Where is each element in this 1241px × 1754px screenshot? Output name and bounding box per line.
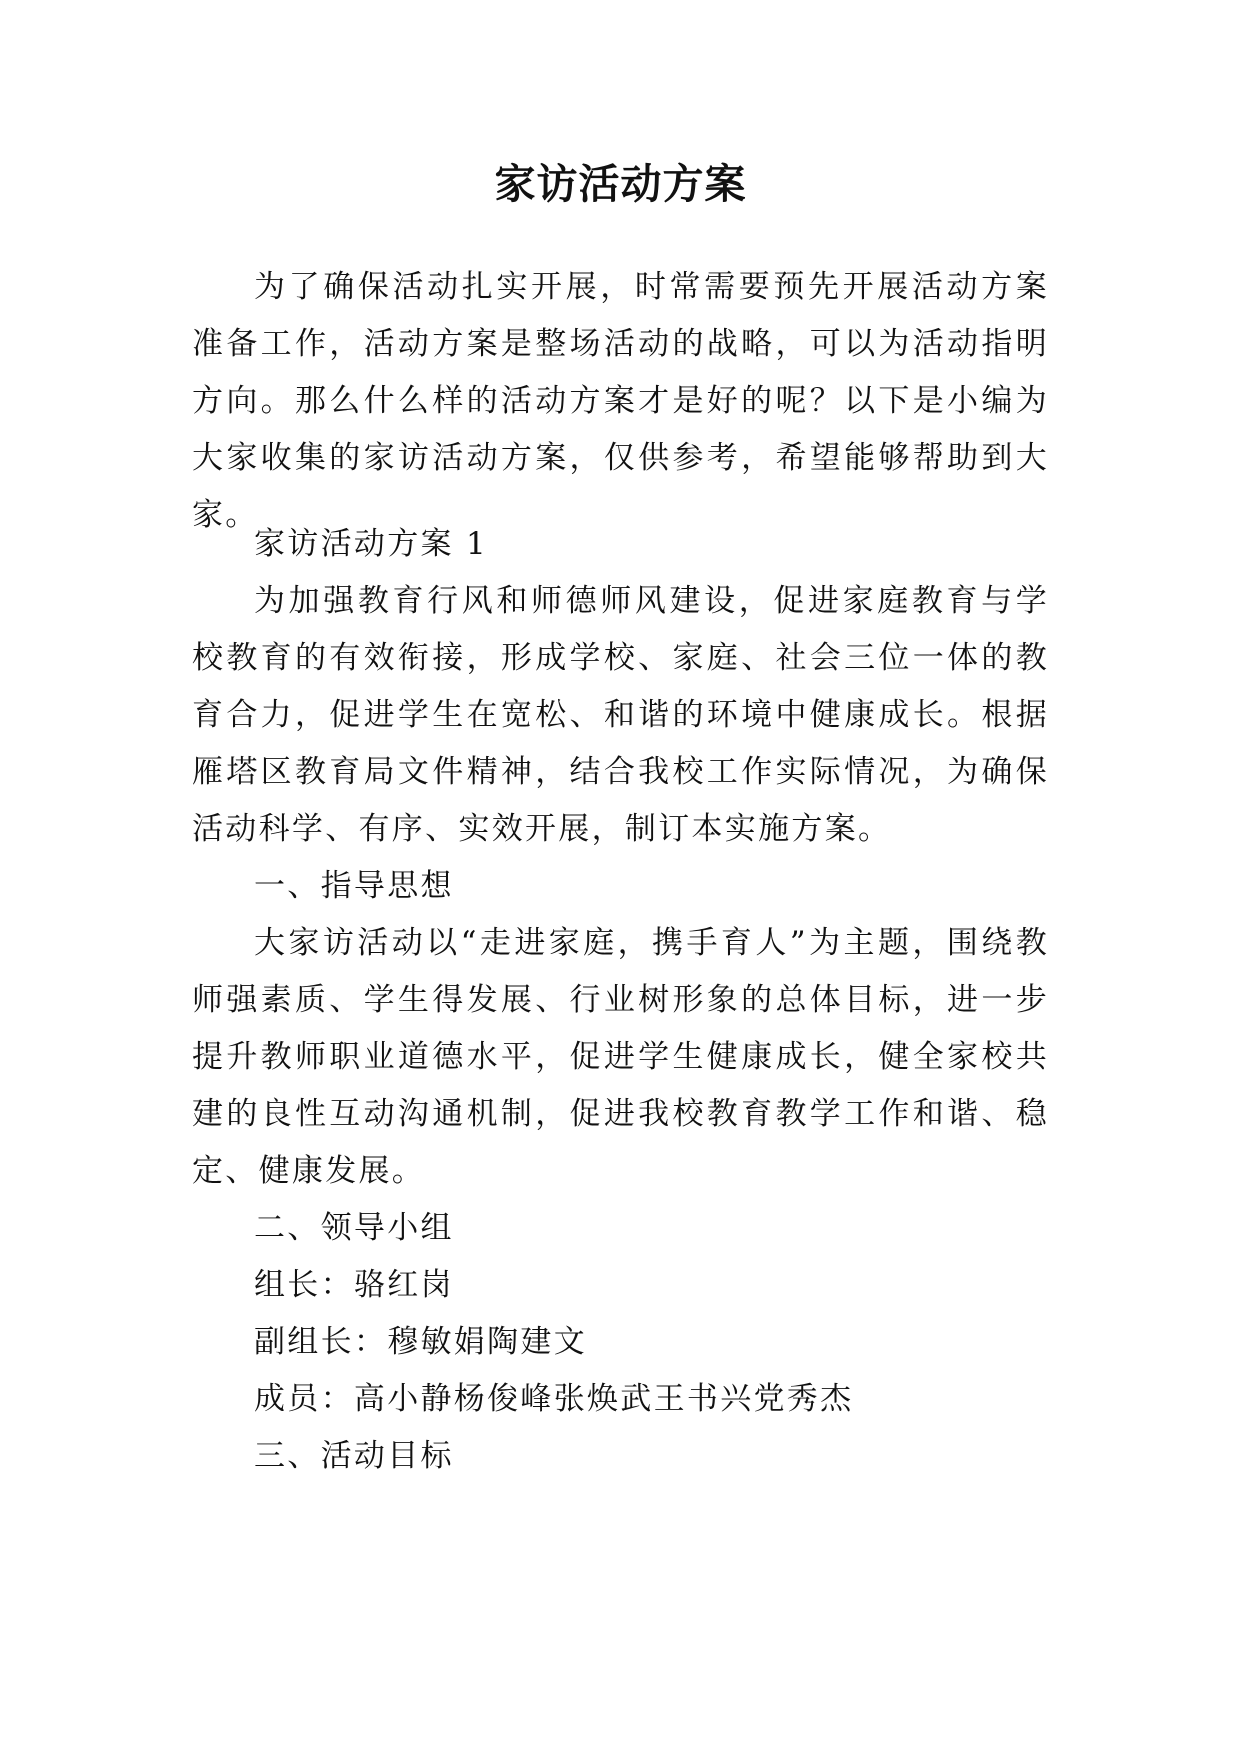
guiding-ideology-paragraph: 大家访活动以“走进家庭，携手育人”为主题，围绕教师强素质、学生得发展、行业树形象的总体目标，进一步提升教师职业道德水平，促进学生健康成长，健全家校共建的良性互动沟通机制，促进我校教育教学工作和谐、稳定、健康发展。 xyxy=(192,925,1049,1189)
intro-paragraph: 为了确保活动扎实开展，时常需要预先开展活动方案准备工作，活动方案是整场活动的战略，可以为活动指明方向。那么什么样的活动方案才是好的呢？以下是小编为大家收集的家访活动方案，仅供参考，希望能够帮助到大家。 xyxy=(192,269,1049,533)
document-title: 家访活动方案 xyxy=(494,160,747,208)
heading-activity-goals: 三、活动目标 xyxy=(254,1438,454,1474)
intro-block xyxy=(192,259,1049,544)
section-1-title: 家访活动方案 1 xyxy=(254,526,488,562)
deputy-group-leader: 副组长：穆敏娟陶建文 xyxy=(254,1324,587,1360)
heading-guiding-ideology: 一、指导思想 xyxy=(254,868,454,904)
section-1 xyxy=(192,516,1049,1485)
group-members: 成员：高小静杨俊峰张焕武王书兴党秀杰 xyxy=(254,1381,854,1417)
group-leader: 组长：骆红岗 xyxy=(254,1267,454,1303)
heading-leadership-group: 二、领导小组 xyxy=(254,1210,454,1246)
section-1-paragraph: 为加强教育行风和师德师风建设，促进家庭教育与学校教育的有效衔接，形成学校、家庭、社会三位一体的教育合力，促进学生在宽松、和谐的环境中健康成长。根据雁塔区教育局文件精神，结合我校工作实际情况，为确保活动科学、有序、实效开展，制订本实施方案。 xyxy=(192,583,1049,847)
